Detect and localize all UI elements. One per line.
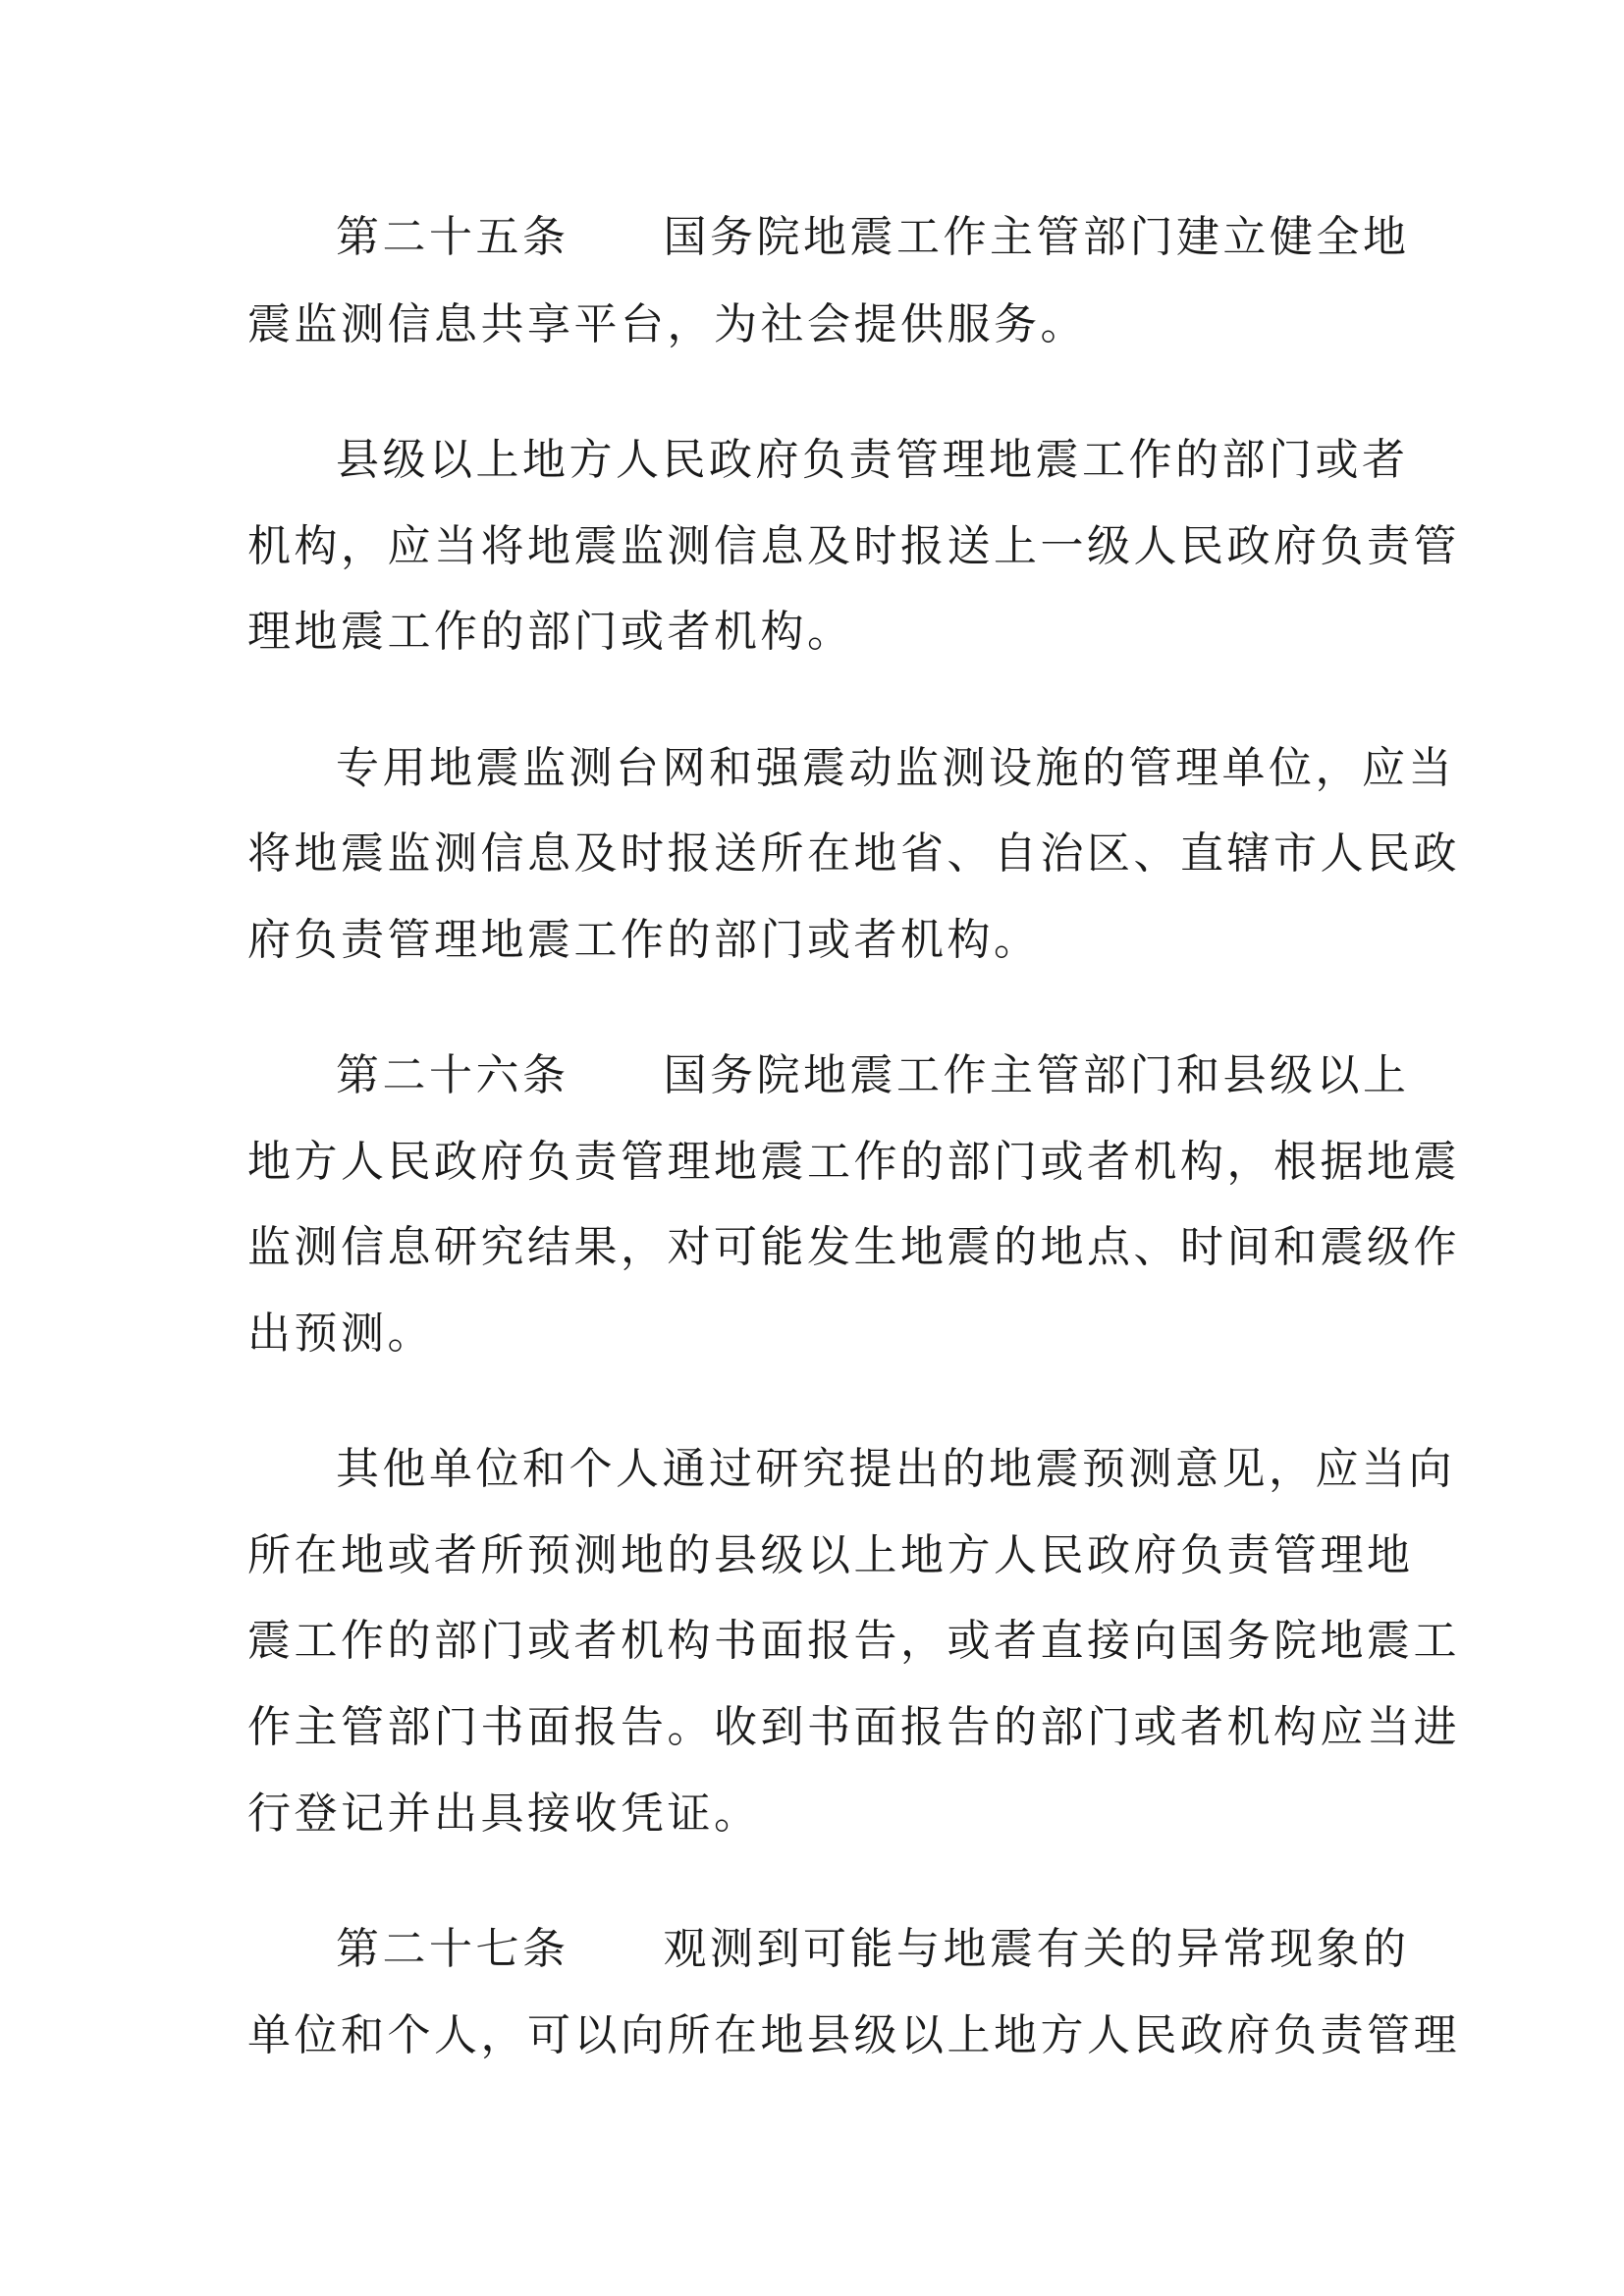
paragraph-line: 府负责管理地震工作的部门或者机构。 [247, 915, 1041, 965]
paragraph-line: 震工作的部门或者机构书面报告，或者直接向国务院地震工 [247, 1616, 1460, 1666]
paragraph-line: 出预测。 [247, 1308, 434, 1359]
paragraph-line: 单位和个人，可以向所在地县级以上地方人民政府负责管理 [247, 2010, 1460, 2060]
paragraph-line: 所在地或者所预测地的县级以上地方人民政府负责管理地 [247, 1530, 1414, 1580]
paragraph-text: 国务院地震工作主管部门建立健全地 [663, 212, 1410, 262]
paragraph-line: 地方人民政府负责管理地震工作的部门或者机构，根据地震 [247, 1137, 1460, 1187]
article-26-first-line [336, 1046, 1410, 1105]
article-heading: 第二十七条 [336, 1924, 569, 1974]
paragraph-line: 作主管部门书面报告。收到书面报告的部门或者机构应当进 [247, 1702, 1460, 1752]
paragraph-text: 观测到可能与地震有关的异常现象的 [663, 1924, 1410, 1974]
paragraph-text: 国务院地震工作主管部门和县级以上 [663, 1050, 1410, 1100]
paragraph-line: 机构，应当将地震监测信息及时报送上一级人民政府负责管 [247, 521, 1460, 571]
paragraph-line: 专用地震监测台网和强震动监测设施的管理单位，应当 [336, 743, 1455, 793]
paragraph-line: 行登记并出具接收凭证。 [247, 1789, 761, 1839]
article-25-first-line [336, 208, 1410, 267]
paragraph-line: 县级以上地方人民政府负责管理地震工作的部门或者 [336, 435, 1409, 485]
paragraph-line: 监测信息研究结果，对可能发生地震的地点、时间和震级作 [247, 1222, 1460, 1272]
paragraph-line: 其他单位和个人通过研究提出的地震预测意见，应当向 [336, 1444, 1455, 1494]
paragraph-line: 理地震工作的部门或者机构。 [247, 607, 854, 657]
article-heading: 第二十六条 [336, 1050, 569, 1100]
paragraph-line: 震监测信息共享平台，为社会提供服务。 [247, 299, 1087, 349]
article-heading: 第二十五条 [336, 212, 569, 262]
paragraph-line: 将地震监测信息及时报送所在地省、自治区、直辖市人民政 [247, 828, 1460, 879]
article-27-first-line [336, 1920, 1410, 1979]
